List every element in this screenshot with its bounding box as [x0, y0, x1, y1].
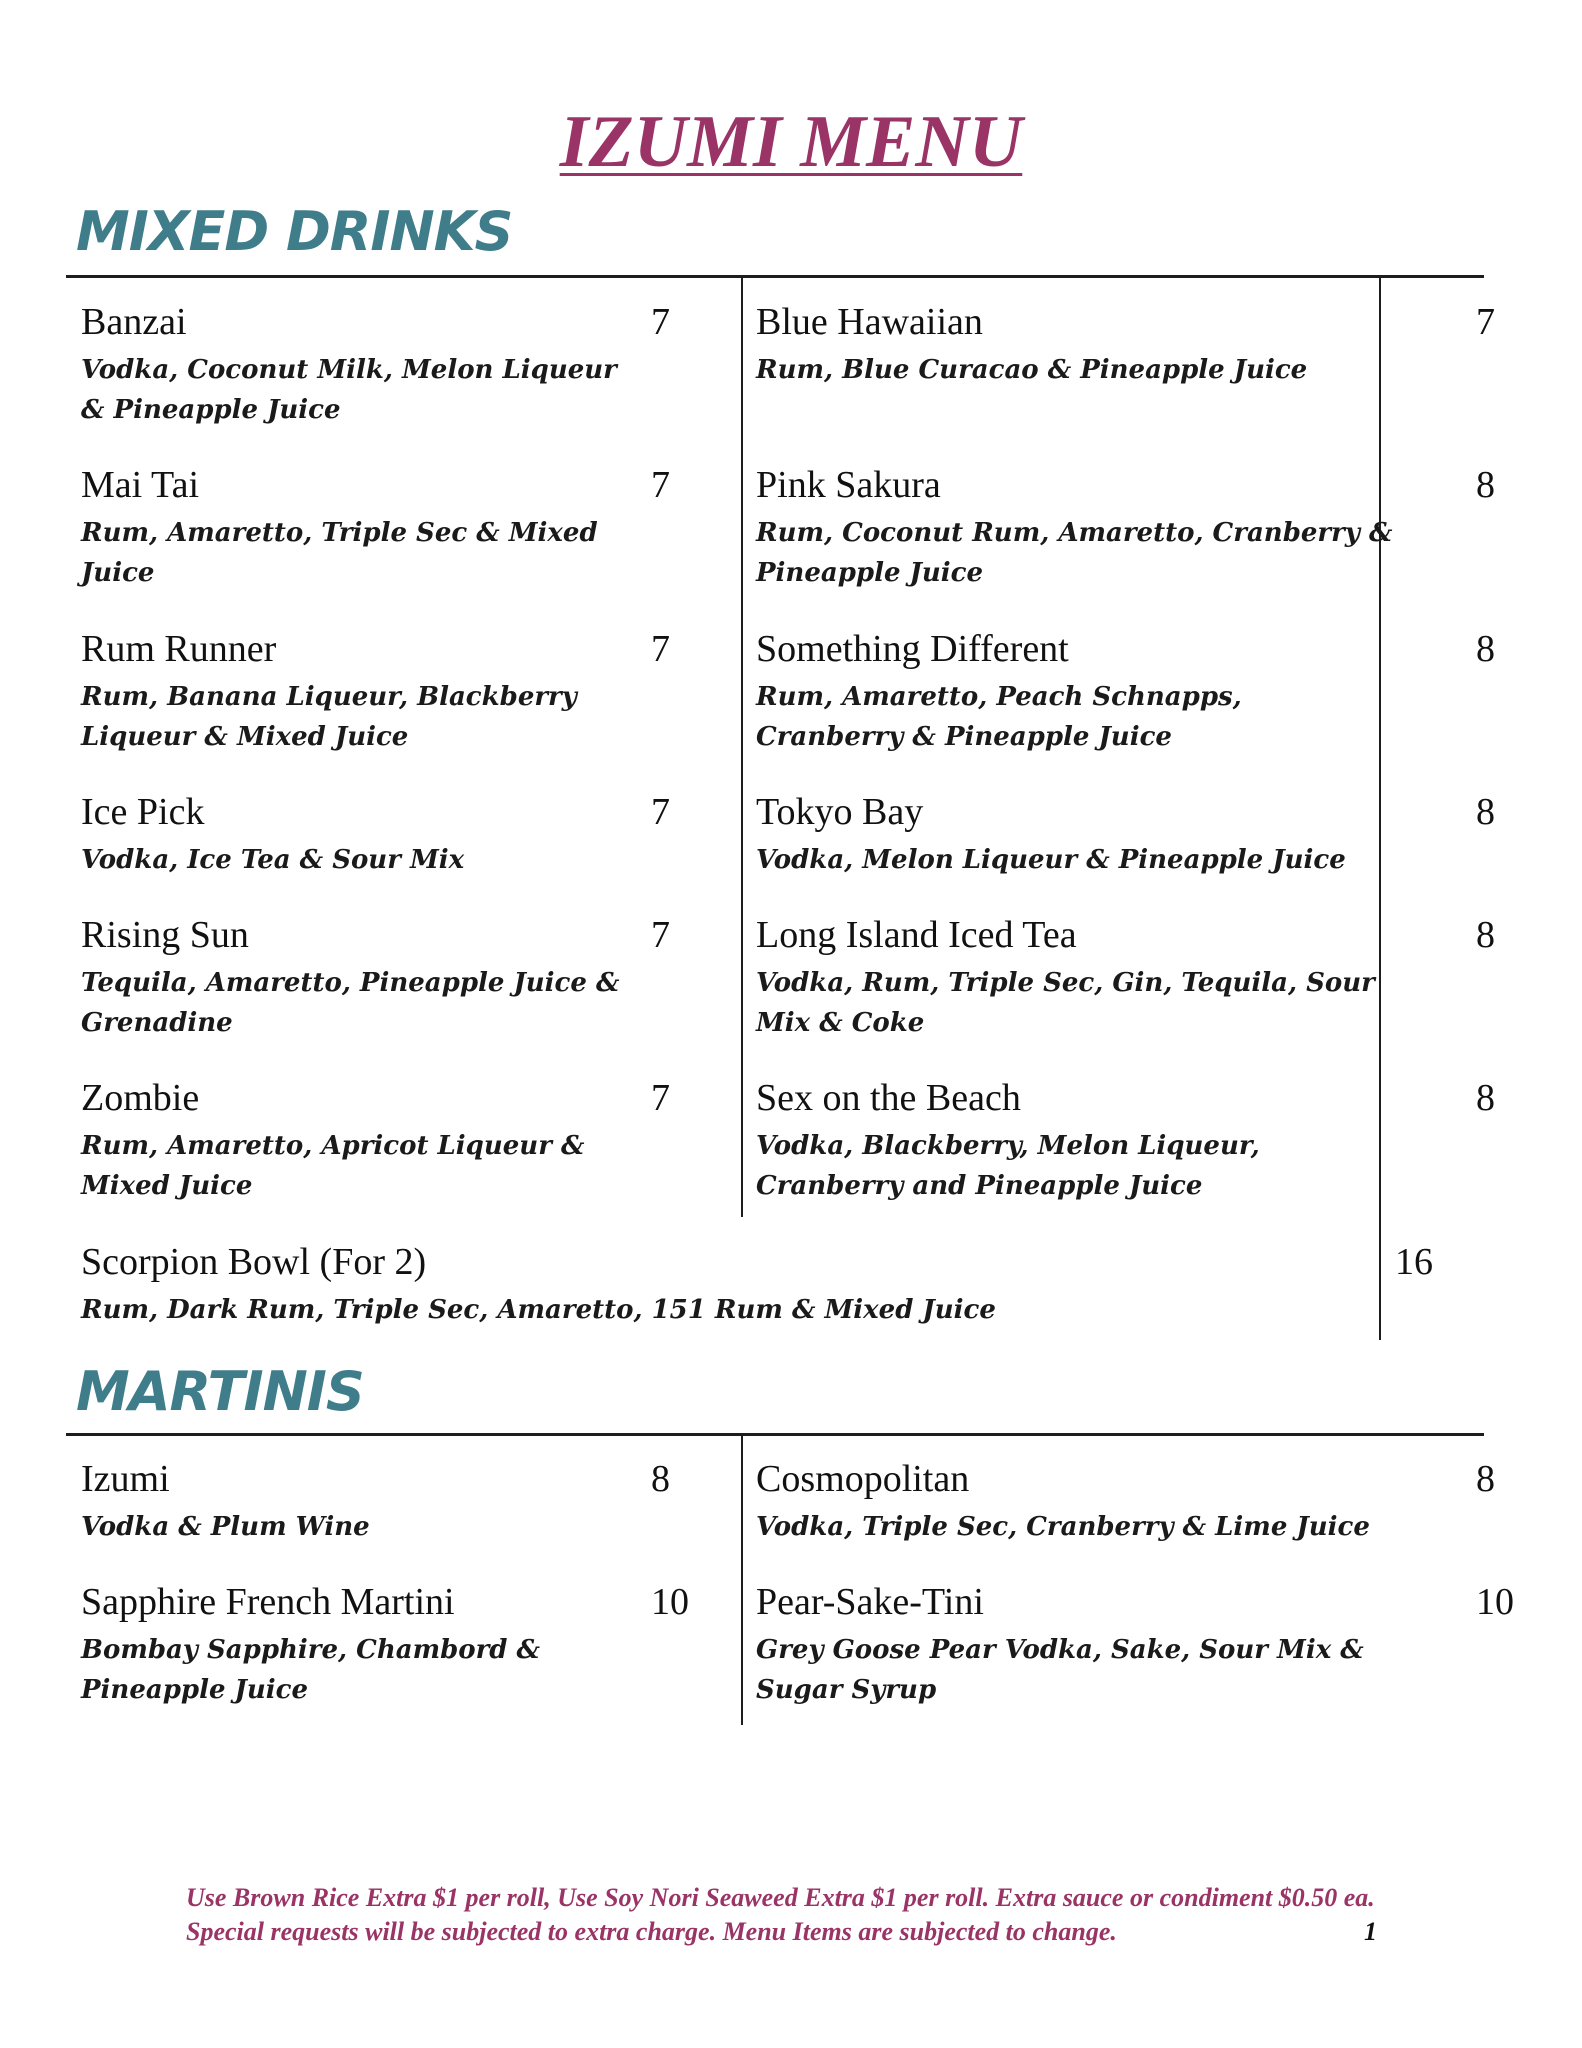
item-name: Izumi [81, 1458, 170, 1500]
item-name: Sex on the Beach [756, 1077, 1021, 1119]
item-description: Rum, Coconut Rum, Amaretto, Cranberry & Pineapple Juice [756, 518, 1393, 588]
item-name: Scorpion Bowl (For 2) [81, 1241, 427, 1283]
item-price: 8 [1476, 1458, 1495, 1500]
section-title-mixed-drinks: MIXED DRINKS [76, 200, 513, 263]
item-name: Blue Hawaiian [756, 301, 983, 343]
item-name: Rum Runner [81, 628, 277, 670]
item-price: 8 [1476, 791, 1495, 833]
item-price: 7 [651, 301, 670, 343]
item-price: 7 [651, 914, 670, 956]
item-description: Rum, Amaretto, Triple Sec & Mixed Juice [81, 518, 598, 588]
menu-title: IZUMI MENU [559, 101, 1023, 183]
item-name: Cosmopolitan [756, 1458, 970, 1500]
item-name: Mai Tai [81, 464, 200, 506]
item-price: 8 [1476, 914, 1495, 956]
item-description: Vodka, Triple Sec, Cranberry & Lime Juice [756, 1512, 1370, 1542]
item-price: 8 [651, 1458, 670, 1500]
item-description: Vodka & Plum Wine [81, 1512, 370, 1542]
page-number: 1 [1364, 1917, 1377, 1946]
item-description: Vodka, Coconut Milk, Melon Liqueur & Pineapple Juice [81, 355, 617, 425]
item-description: Rum, Dark Rum, Triple Sec, Amaretto, 151 Rum & Mixed Juice [81, 1295, 996, 1325]
column-divider [741, 277, 743, 1217]
section-title-martinis: MARTINIS [76, 1360, 364, 1423]
item-description: Rum, Amaretto, Peach Schnapps, Cranberry & Pineapple Juice [756, 682, 1242, 752]
item-description: Rum, Blue Curacao & Pineapple Juice [756, 355, 1308, 385]
item-price: 7 [651, 464, 670, 506]
item-description: Rum, Banana Liqueur, Blackberry Liqueur & Mixed Juice [81, 682, 577, 752]
section-divider [66, 1433, 1484, 1436]
item-description: Bombay Sapphire, Chambord & Pineapple Juice [81, 1635, 540, 1705]
item-price: 10 [651, 1581, 689, 1623]
item-price: 16 [1395, 1241, 1433, 1283]
item-name: Banzai [81, 301, 187, 343]
item-description: Vodka, Melon Liqueur & Pineapple Juice [756, 845, 1346, 875]
item-price: 8 [1476, 464, 1495, 506]
item-name: Pink Sakura [756, 464, 941, 506]
item-price: 10 [1476, 1581, 1514, 1623]
item-name: Tokyo Bay [756, 791, 924, 833]
item-description: Vodka, Rum, Triple Sec, Gin, Tequila, Sour Mix & Coke [756, 968, 1375, 1038]
item-name: Pear-Sake-Tini [756, 1581, 984, 1623]
item-description: Vodka, Ice Tea & Sour Mix [81, 845, 465, 875]
column-divider [741, 1435, 743, 1725]
item-price: 8 [1476, 1077, 1495, 1119]
section-divider [66, 275, 1484, 278]
item-price: 7 [651, 1077, 670, 1119]
item-name: Sapphire French Martini [81, 1581, 455, 1623]
item-description: Vodka, Blackberry, Melon Liqueur, Cranberry and Pineapple Juice [756, 1131, 1260, 1201]
item-name: Rising Sun [81, 914, 249, 956]
item-description: Grey Goose Pear Vodka, Sake, Sour Mix & Sugar Syrup [756, 1635, 1364, 1705]
item-name: Zombie [81, 1077, 200, 1119]
footer-note: Use Brown Rice Extra $1 per roll, Use Soy Nori Seaweed Extra $1 per roll. Extra sauce or condiment $0.50 ea. Special requests will be subjected to extra charge. Menu Items are subjected to change. [186, 1883, 1375, 1946]
item-name: Something Different [756, 628, 1069, 670]
item-description: Rum, Amaretto, Apricot Liqueur & Mixed Juice [81, 1131, 585, 1201]
item-description: Tequila, Amaretto, Pineapple Juice & Grenadine [81, 968, 620, 1038]
item-price: 7 [651, 791, 670, 833]
item-name: Long Island Iced Tea [756, 914, 1077, 956]
item-name: Ice Pick [81, 791, 205, 833]
item-price: 8 [1476, 628, 1495, 670]
item-price: 7 [1476, 301, 1495, 343]
item-price: 7 [651, 628, 670, 670]
